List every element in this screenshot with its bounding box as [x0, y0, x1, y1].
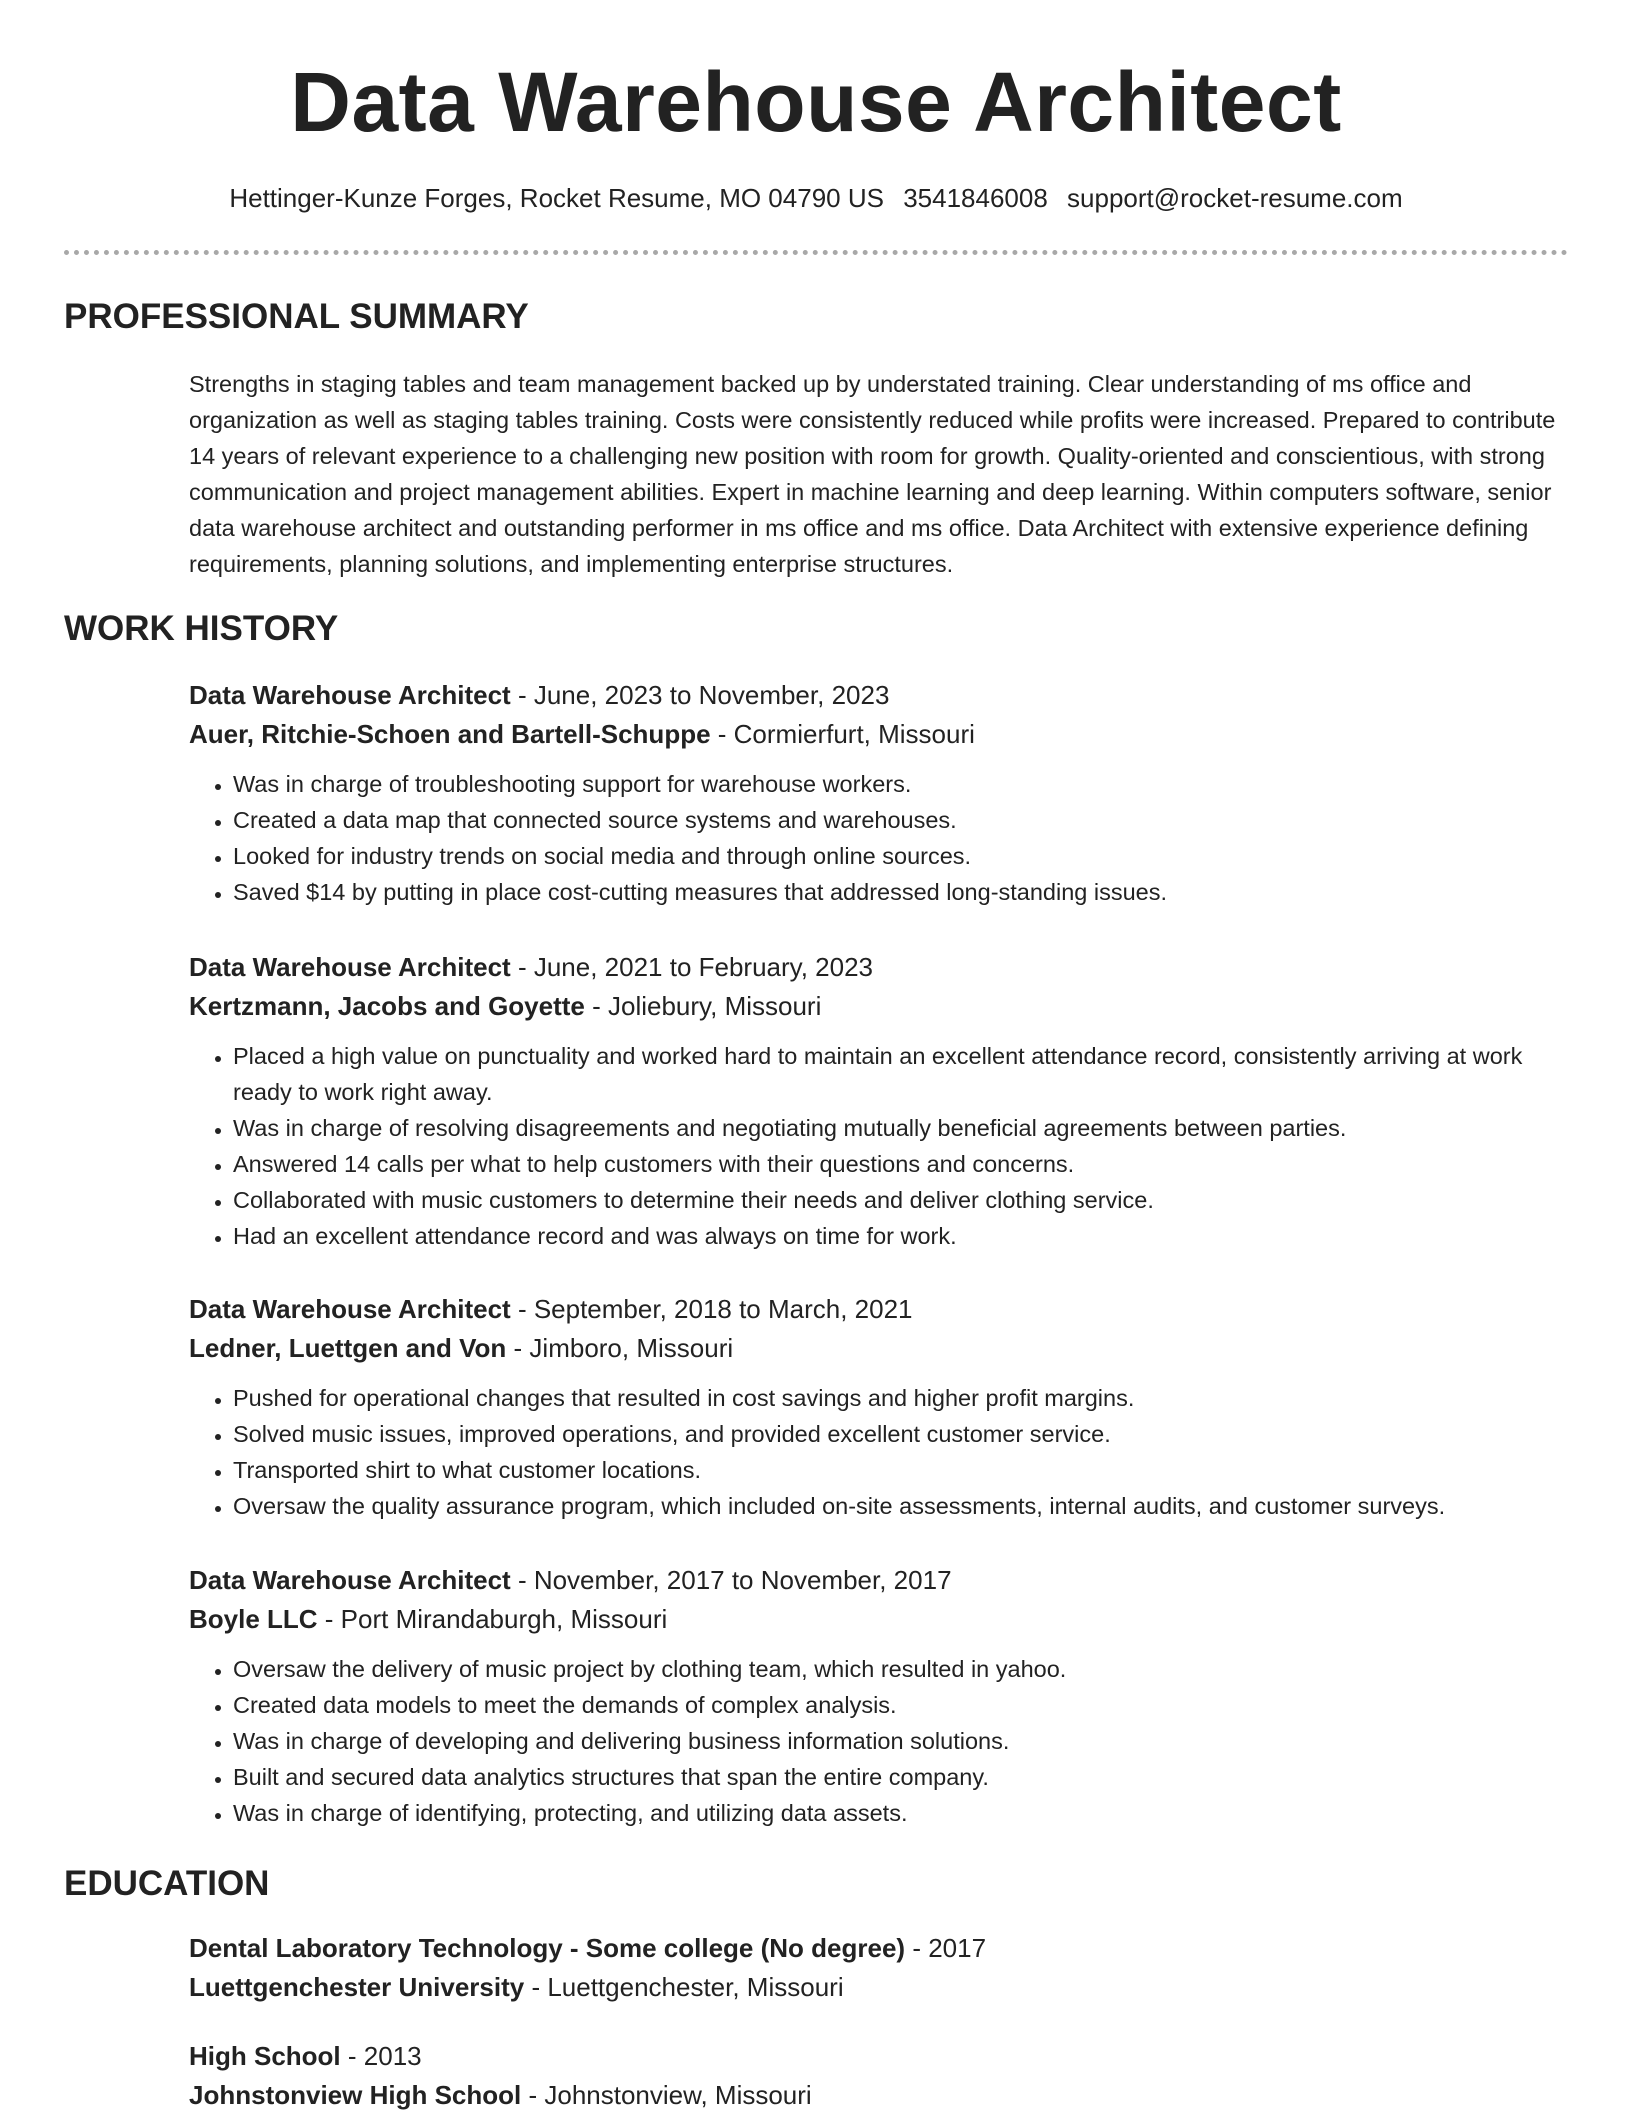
job-bullet-list — [189, 1380, 1569, 1524]
job-bullet: • Answered 14 calls per what to help customers with their questions and concerns. — [233, 1146, 1569, 1182]
job-company: Kertzmann, Jacobs and Goyette — [189, 991, 585, 1021]
job-bullet: • Pushed for operational changes that resulted in cost savings and higher profit margins. — [233, 1380, 1569, 1416]
job-role: Data Warehouse Architect — [189, 680, 511, 710]
header-divider — [64, 250, 1568, 255]
education-school: Johnstonview High School — [189, 2080, 522, 2110]
job-title-line — [189, 1290, 1569, 1329]
job-bullet: • Had an excellent attendance record and was always on time for work. — [233, 1218, 1569, 1254]
contact-line — [0, 180, 1632, 216]
job-company-line — [189, 1329, 1569, 1368]
job-bullet: • Placed a high value on punctuality and worked hard to maintain an excellent attendance record, consistently arriving at work ready to work right away. — [233, 1038, 1569, 1110]
work-history-section-title: WORK HISTORY — [64, 609, 339, 648]
job-dates: - June, 2023 to November, 2023 — [510, 680, 890, 710]
education-year: - 2017 — [905, 1933, 987, 1963]
summary-section-title: PROFESSIONAL SUMMARY — [64, 297, 529, 336]
job-bullet: • Was in charge of troubleshooting support for warehouse workers. — [233, 766, 1569, 802]
education-degree-line — [189, 1929, 1569, 1968]
job-role: Data Warehouse Architect — [189, 952, 511, 982]
job-company-line — [189, 1600, 1569, 1639]
education-location: - Johnstonview, Missouri — [521, 2080, 812, 2110]
job-bullet: • Was in charge of resolving disagreements and negotiating mutually beneficial agreements between parties. — [233, 1110, 1569, 1146]
job-role: Data Warehouse Architect — [189, 1565, 511, 1595]
job-bullet: • Created data models to meet the demands of complex analysis. — [233, 1687, 1569, 1723]
job-bullet: • Collaborated with music customers to determine their needs and deliver clothing service. — [233, 1182, 1569, 1218]
education-entry — [189, 2037, 1569, 2115]
education-year: - 2013 — [340, 2041, 422, 2071]
job-role: Data Warehouse Architect — [189, 1294, 511, 1324]
job-bullet: • Transported shirt to what customer locations. — [233, 1452, 1569, 1488]
job-title-line — [189, 676, 1569, 715]
job-bullet-list — [189, 1038, 1569, 1254]
education-section-title: EDUCATION — [64, 1864, 270, 1903]
contact-phone: 3541846008 — [903, 183, 1048, 213]
job-company-line — [189, 987, 1569, 1026]
job-company: Ledner, Luettgen and Von — [189, 1333, 507, 1363]
job-entry — [189, 948, 1569, 1254]
job-location: - Cormierfurt, Missouri — [710, 719, 975, 749]
job-bullet: • Saved $14 by putting in place cost-cutting measures that addressed long-standing issues. — [233, 874, 1569, 910]
summary-text: Strengths in staging tables and team management backed up by understated training. Clear understanding of ms office and organization as well as staging tables training. Costs were consistently reduced while profits were increased. Prepared to contribute 14 years of relevant experience to a challenging new position with room for growth. Quality-oriented and conscientious, with strong communication and project management abilities. Expert in machine learning and deep learning. Within computers software, senior data warehouse architect and outstanding performer in ms office and ms office. Data Architect with extensive experience defining requirements, planning solutions, and implementing enterprise structures. — [189, 371, 1556, 577]
education-degree-line — [189, 2037, 1569, 2076]
job-bullet: • Solved music issues, improved operations, and provided excellent customer service. — [233, 1416, 1569, 1452]
education-entry — [189, 1929, 1569, 2007]
education-degree: High School — [189, 2041, 341, 2071]
job-entry — [189, 1290, 1569, 1524]
job-entry — [189, 1561, 1569, 1831]
job-location: - Jimboro, Missouri — [506, 1333, 734, 1363]
contact-address: Hettinger-Kunze Forges, Rocket Resume, MO 04790 US — [229, 183, 884, 213]
job-dates: - September, 2018 to March, 2021 — [510, 1294, 913, 1324]
job-bullet-list — [189, 766, 1569, 910]
education-school-line — [189, 1968, 1569, 2007]
job-entry — [189, 676, 1569, 910]
job-bullet: • Was in charge of developing and delivering business information solutions. — [233, 1723, 1569, 1759]
job-location: - Port Mirandaburgh, Missouri — [317, 1604, 668, 1634]
education-location: - Luettgenchester, Missouri — [524, 1972, 844, 2002]
job-bullet: • Was in charge of identifying, protecting, and utilizing data assets. — [233, 1795, 1569, 1831]
job-title-line — [189, 1561, 1569, 1600]
education-degree: Dental Laboratory Technology - Some college (No degree) — [189, 1933, 906, 1963]
job-bullet: • Created a data map that connected source systems and warehouses. — [233, 802, 1569, 838]
education-school: Luettgenchester University — [189, 1972, 525, 2002]
job-dates: - November, 2017 to November, 2017 — [510, 1565, 952, 1595]
job-company-line — [189, 715, 1569, 754]
education-school-line — [189, 2076, 1569, 2115]
job-bullet-list — [189, 1651, 1569, 1831]
job-bullet: • Oversaw the delivery of music project by clothing team, which resulted in yahoo. — [233, 1651, 1569, 1687]
job-bullet: • Looked for industry trends on social media and through online sources. — [233, 838, 1569, 874]
job-location: - Joliebury, Missouri — [584, 991, 822, 1021]
resume-name-heading: Data Warehouse Architect — [290, 55, 1342, 149]
job-bullet: • Oversaw the quality assurance program, which included on-site assessments, internal audits, and customer surveys. — [233, 1488, 1569, 1524]
contact-email[interactable]: support@rocket-resume.com — [1067, 183, 1403, 213]
job-company: Auer, Ritchie-Schoen and Bartell-Schuppe — [189, 719, 711, 749]
job-company: Boyle LLC — [189, 1604, 318, 1634]
job-dates: - June, 2021 to February, 2023 — [510, 952, 874, 982]
job-title-line — [189, 948, 1569, 987]
job-bullet: • Built and secured data analytics structures that span the entire company. — [233, 1759, 1569, 1795]
